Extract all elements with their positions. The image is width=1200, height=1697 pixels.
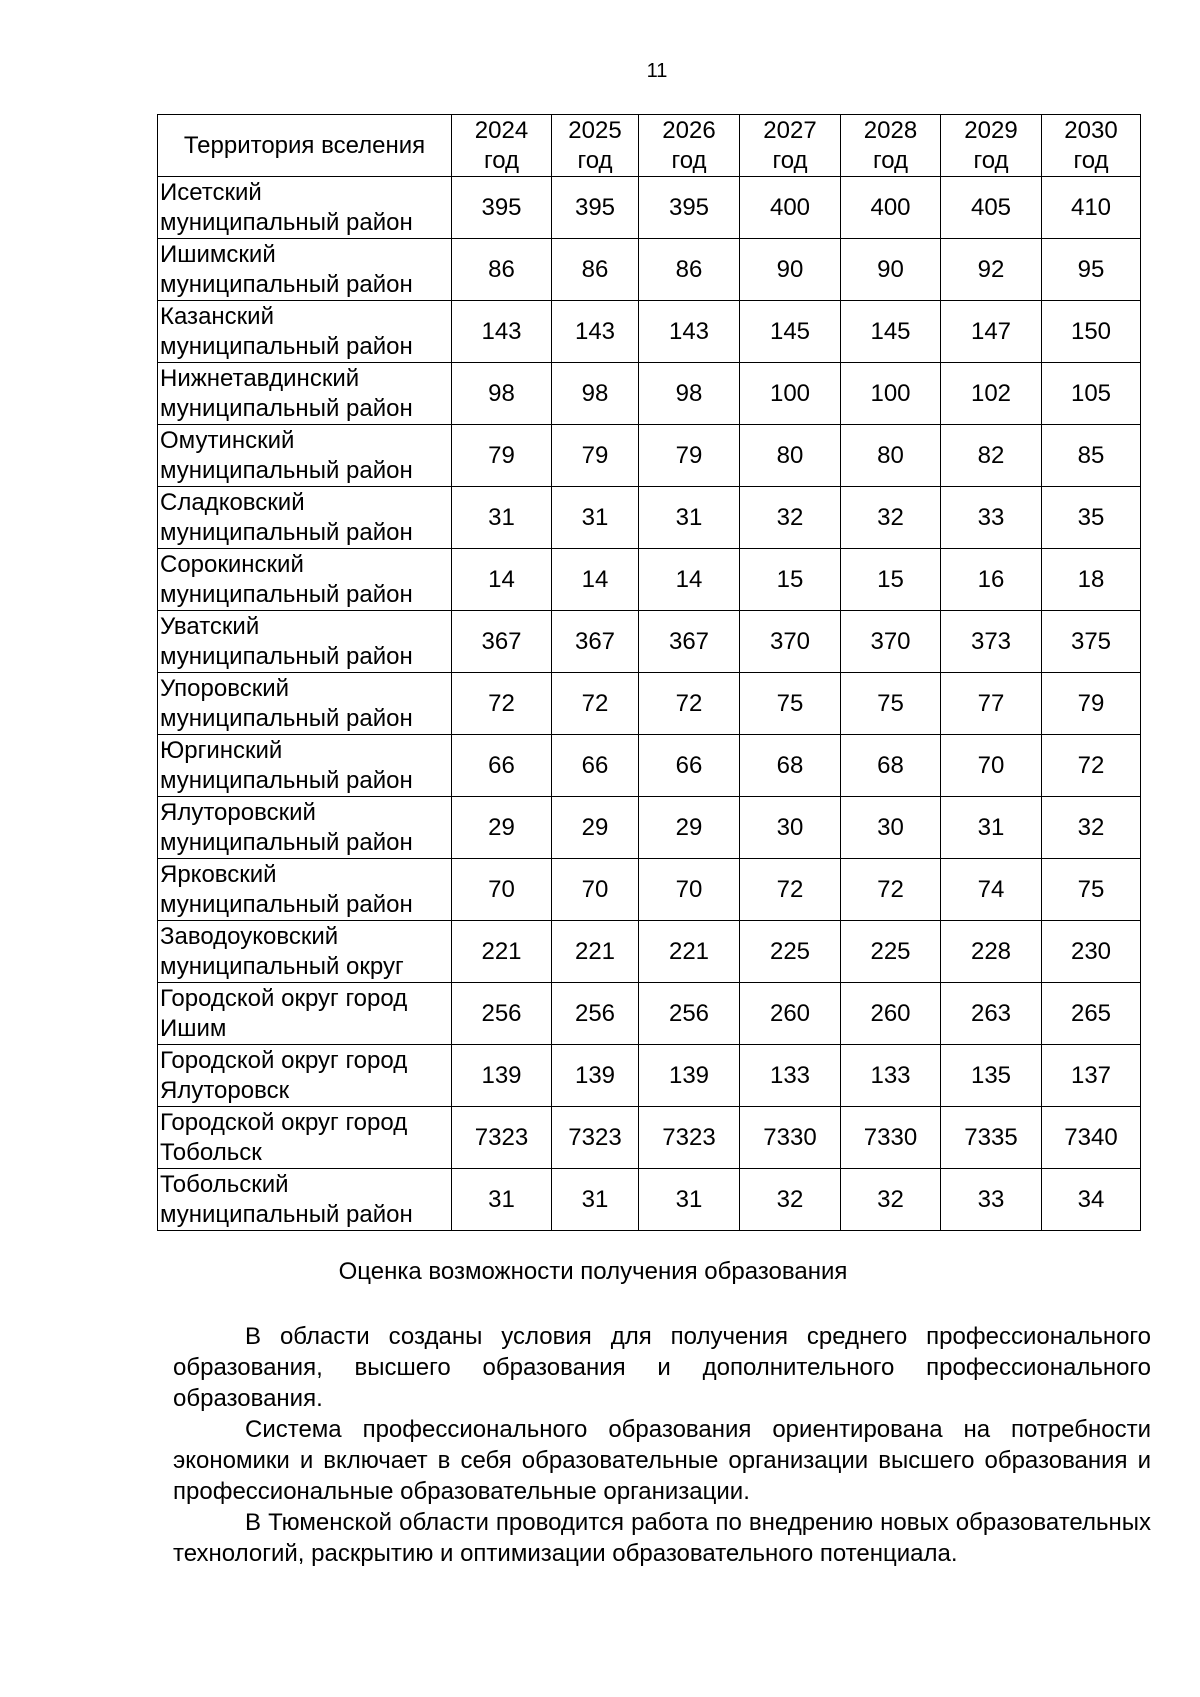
- header-year: 2027 год: [740, 115, 841, 177]
- table-row: [158, 487, 1141, 549]
- settlement-table: [157, 114, 1141, 1231]
- value-cell: 86: [639, 239, 740, 301]
- value-cell: 395: [552, 177, 639, 239]
- value-cell: 228: [941, 921, 1042, 983]
- value-cell: 263: [941, 983, 1042, 1045]
- territory-cell: Тобольский муниципальный район: [158, 1169, 452, 1231]
- table-row: [158, 239, 1141, 301]
- value-cell: 370: [740, 611, 841, 673]
- value-cell: 72: [552, 673, 639, 735]
- value-cell: 70: [452, 859, 552, 921]
- value-cell: 80: [841, 425, 941, 487]
- table-row: [158, 1107, 1141, 1169]
- table-row: [158, 983, 1141, 1045]
- paragraph: В Тюменской области проводится работа по внедрению новых образовательных технологий, раскрытию и оптимизации образовательного потенциала.: [173, 1509, 1151, 1567]
- value-cell: 31: [941, 797, 1042, 859]
- page-number: 11: [646, 60, 668, 82]
- value-cell: 15: [740, 549, 841, 611]
- table-row: [158, 921, 1141, 983]
- table-row: [158, 363, 1141, 425]
- body-text: [173, 1321, 1151, 1569]
- value-cell: 31: [552, 1169, 639, 1231]
- value-cell: 32: [740, 487, 841, 549]
- territory-cell: Сорокинский муниципальный район: [158, 549, 452, 611]
- value-cell: 18: [1042, 549, 1141, 611]
- value-cell: 225: [841, 921, 941, 983]
- value-cell: 98: [639, 363, 740, 425]
- value-cell: 105: [1042, 363, 1141, 425]
- value-cell: 30: [740, 797, 841, 859]
- header-year: 2026 год: [639, 115, 740, 177]
- territory-cell: Городской округ город Ишим: [158, 983, 452, 1045]
- table-row: [158, 425, 1141, 487]
- value-cell: 90: [841, 239, 941, 301]
- value-cell: 30: [841, 797, 941, 859]
- header-year: 2028 год: [841, 115, 941, 177]
- table-row: [158, 611, 1141, 673]
- value-cell: 137: [1042, 1045, 1141, 1107]
- value-cell: 221: [552, 921, 639, 983]
- value-cell: 7335: [941, 1107, 1042, 1169]
- value-cell: 410: [1042, 177, 1141, 239]
- value-cell: 70: [552, 859, 639, 921]
- value-cell: 265: [1042, 983, 1141, 1045]
- value-cell: 98: [552, 363, 639, 425]
- table-row: [158, 673, 1141, 735]
- value-cell: 82: [941, 425, 1042, 487]
- value-cell: 75: [841, 673, 941, 735]
- table-row: [158, 797, 1141, 859]
- value-cell: 256: [639, 983, 740, 1045]
- value-cell: 133: [841, 1045, 941, 1107]
- value-cell: 29: [639, 797, 740, 859]
- value-cell: 66: [639, 735, 740, 797]
- territory-cell: Упоровский муниципальный район: [158, 673, 452, 735]
- value-cell: 31: [552, 487, 639, 549]
- territory-cell: Городской округ город Тобольск: [158, 1107, 452, 1169]
- value-cell: 29: [552, 797, 639, 859]
- table-row: [158, 1045, 1141, 1107]
- value-cell: 92: [941, 239, 1042, 301]
- value-cell: 66: [552, 735, 639, 797]
- value-cell: 405: [941, 177, 1042, 239]
- territory-cell: Уватский муниципальный район: [158, 611, 452, 673]
- header-year: 2025 год: [552, 115, 639, 177]
- value-cell: 102: [941, 363, 1042, 425]
- value-cell: 7340: [1042, 1107, 1141, 1169]
- value-cell: 33: [941, 1169, 1042, 1231]
- value-cell: 260: [740, 983, 841, 1045]
- header-year: 2030 год: [1042, 115, 1141, 177]
- value-cell: 14: [639, 549, 740, 611]
- value-cell: 100: [841, 363, 941, 425]
- value-cell: 147: [941, 301, 1042, 363]
- value-cell: 75: [1042, 859, 1141, 921]
- value-cell: 373: [941, 611, 1042, 673]
- value-cell: 139: [639, 1045, 740, 1107]
- value-cell: 370: [841, 611, 941, 673]
- value-cell: 68: [841, 735, 941, 797]
- value-cell: 32: [740, 1169, 841, 1231]
- value-cell: 95: [1042, 239, 1141, 301]
- value-cell: 32: [841, 1169, 941, 1231]
- header-year: 2024 год: [452, 115, 552, 177]
- value-cell: 221: [452, 921, 552, 983]
- value-cell: 72: [740, 859, 841, 921]
- value-cell: 225: [740, 921, 841, 983]
- value-cell: 400: [841, 177, 941, 239]
- territory-cell: Ярковский муниципальный район: [158, 859, 452, 921]
- value-cell: 15: [841, 549, 941, 611]
- value-cell: 395: [639, 177, 740, 239]
- value-cell: 150: [1042, 301, 1141, 363]
- value-cell: 85: [1042, 425, 1141, 487]
- value-cell: 395: [452, 177, 552, 239]
- value-cell: 72: [639, 673, 740, 735]
- territory-cell: Ялуторовский муниципальный район: [158, 797, 452, 859]
- value-cell: 32: [841, 487, 941, 549]
- territory-cell: Нижнетавдинский муниципальный район: [158, 363, 452, 425]
- territory-cell: Сладковский муниципальный район: [158, 487, 452, 549]
- value-cell: 31: [639, 1169, 740, 1231]
- table-body: [158, 177, 1141, 1231]
- value-cell: 79: [639, 425, 740, 487]
- value-cell: 68: [740, 735, 841, 797]
- value-cell: 367: [452, 611, 552, 673]
- value-cell: 7330: [740, 1107, 841, 1169]
- value-cell: 66: [452, 735, 552, 797]
- territory-cell: Юргинский муниципальный район: [158, 735, 452, 797]
- header-territory: Территория вселения: [158, 115, 452, 177]
- value-cell: 79: [452, 425, 552, 487]
- territory-cell: Заводоуковский муниципальный округ: [158, 921, 452, 983]
- value-cell: 260: [841, 983, 941, 1045]
- territory-cell: Городской округ город Ялуторовск: [158, 1045, 452, 1107]
- table-row: [158, 859, 1141, 921]
- value-cell: 16: [941, 549, 1042, 611]
- table-row: [158, 735, 1141, 797]
- value-cell: 256: [452, 983, 552, 1045]
- value-cell: 34: [1042, 1169, 1141, 1231]
- table-header-row: [158, 115, 1141, 177]
- value-cell: 145: [841, 301, 941, 363]
- value-cell: 7323: [552, 1107, 639, 1169]
- value-cell: 139: [552, 1045, 639, 1107]
- value-cell: 77: [941, 673, 1042, 735]
- value-cell: 100: [740, 363, 841, 425]
- value-cell: 143: [452, 301, 552, 363]
- territory-cell: Омутинский муниципальный район: [158, 425, 452, 487]
- territory-cell: Исетский муниципальный район: [158, 177, 452, 239]
- value-cell: 145: [740, 301, 841, 363]
- value-cell: 90: [740, 239, 841, 301]
- value-cell: 375: [1042, 611, 1141, 673]
- value-cell: 367: [552, 611, 639, 673]
- territory-cell: Казанский муниципальный район: [158, 301, 452, 363]
- value-cell: 79: [1042, 673, 1141, 735]
- value-cell: 7323: [639, 1107, 740, 1169]
- header-year: 2029 год: [941, 115, 1042, 177]
- table-row: [158, 177, 1141, 239]
- section-heading: Оценка возможности получения образования: [338, 1258, 848, 1285]
- value-cell: 143: [639, 301, 740, 363]
- value-cell: 72: [452, 673, 552, 735]
- value-cell: 256: [552, 983, 639, 1045]
- value-cell: 221: [639, 921, 740, 983]
- table-row: [158, 549, 1141, 611]
- value-cell: 86: [552, 239, 639, 301]
- value-cell: 86: [452, 239, 552, 301]
- value-cell: 14: [452, 549, 552, 611]
- value-cell: 7330: [841, 1107, 941, 1169]
- value-cell: 72: [1042, 735, 1141, 797]
- value-cell: 79: [552, 425, 639, 487]
- value-cell: 35: [1042, 487, 1141, 549]
- value-cell: 31: [639, 487, 740, 549]
- value-cell: 7323: [452, 1107, 552, 1169]
- value-cell: 139: [452, 1045, 552, 1107]
- value-cell: 32: [1042, 797, 1141, 859]
- value-cell: 74: [941, 859, 1042, 921]
- value-cell: 75: [740, 673, 841, 735]
- territory-cell: Ишимский муниципальный район: [158, 239, 452, 301]
- value-cell: 70: [941, 735, 1042, 797]
- value-cell: 80: [740, 425, 841, 487]
- value-cell: 400: [740, 177, 841, 239]
- paragraph: Система профессионального образования ориентирована на потребности экономики и включает в себя образовательные организации высшего образования и профессиональные образовательные организации.: [173, 1416, 1151, 1505]
- paragraph: В области созданы условия для получения среднего профессионального образования, высшего образования и дополнительного профессионального образования.: [173, 1323, 1151, 1412]
- value-cell: 367: [639, 611, 740, 673]
- value-cell: 230: [1042, 921, 1141, 983]
- table-row: [158, 301, 1141, 363]
- value-cell: 133: [740, 1045, 841, 1107]
- value-cell: 14: [552, 549, 639, 611]
- table-row: [158, 1169, 1141, 1231]
- value-cell: 70: [639, 859, 740, 921]
- value-cell: 72: [841, 859, 941, 921]
- value-cell: 31: [452, 1169, 552, 1231]
- value-cell: 31: [452, 487, 552, 549]
- value-cell: 33: [941, 487, 1042, 549]
- value-cell: 29: [452, 797, 552, 859]
- value-cell: 98: [452, 363, 552, 425]
- value-cell: 143: [552, 301, 639, 363]
- value-cell: 135: [941, 1045, 1042, 1107]
